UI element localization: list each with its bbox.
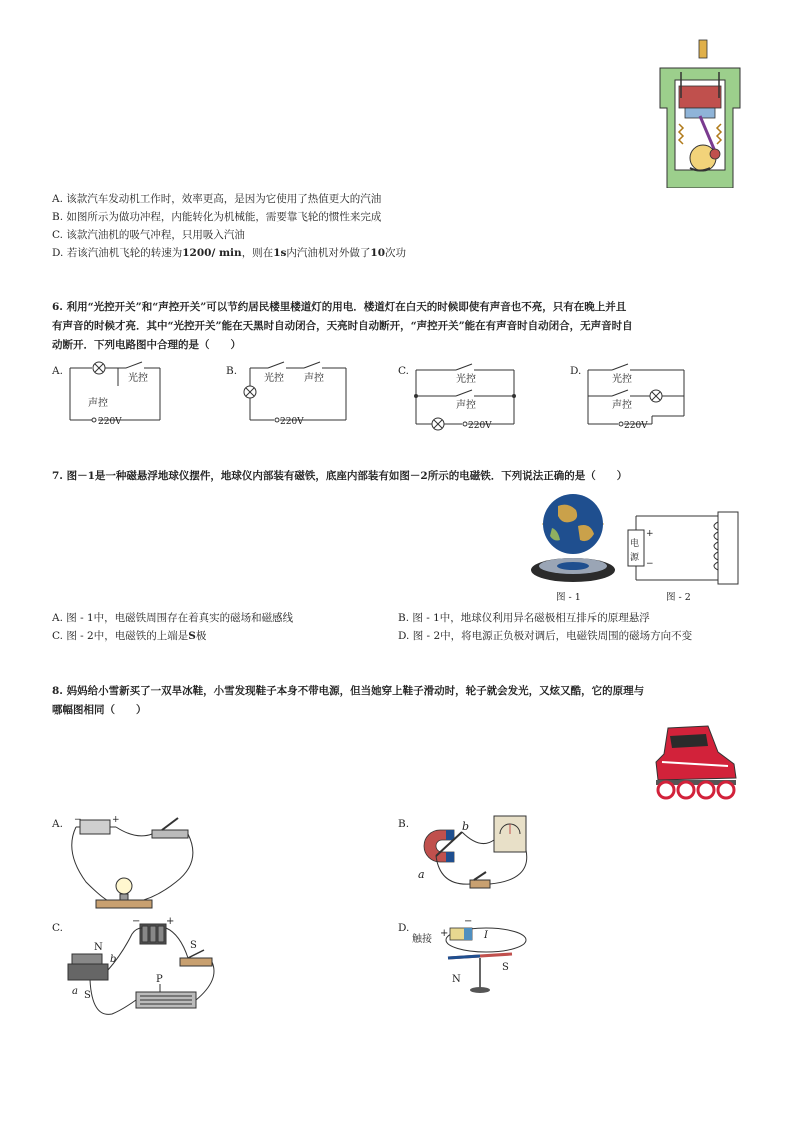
figD-plus: + (440, 928, 449, 939)
q8-figure-a (66, 812, 206, 916)
power-plus: + (646, 529, 654, 539)
q6-label-a: A. (52, 365, 63, 377)
circuit-c (410, 360, 520, 434)
circuit-b-sound-label: 声控 (304, 373, 324, 384)
figC-P: P (156, 974, 163, 985)
q8-label-d: D. (398, 922, 410, 934)
figC-minus: − (132, 916, 141, 927)
circuit-c-light-label: 光控 (456, 374, 476, 385)
q5-option-d: D. 若该汽油机飞轮的转速为1200/ min，则在1s内汽油机对外做了10次功 (52, 247, 407, 259)
circuit-c-voltage: 220V (468, 421, 492, 431)
fig1-caption: 图 - 1 (556, 592, 581, 603)
q8-label-c: C. (52, 922, 63, 934)
power-label-1: 电 (630, 539, 640, 549)
figD-touch: 触接 (412, 934, 432, 945)
q7-pole: S (188, 630, 196, 642)
figC-switch: S (190, 940, 197, 951)
power-minus: − (646, 559, 654, 569)
q8-figure-c (62, 914, 222, 1020)
circuit-d (582, 360, 692, 434)
figD-minus: − (464, 916, 473, 927)
q8-label-b: B. (398, 818, 410, 830)
roller-skate-image (648, 722, 742, 800)
figC-plus: + (166, 916, 175, 927)
q5-option-a: A. 该款汽车发动机工作时，效率更高，是因为它使用了热值更大的汽油 (52, 193, 382, 205)
electromagnet-figure (622, 510, 744, 586)
circuit-d-voltage: 220V (624, 421, 648, 431)
q8-figure-d (408, 912, 538, 1002)
q6-stem: 6. 利用“光控开关”和“声控开关”可以节约居民楼里楼道灯的用电．楼道灯在白天的时候即使有声音也不亮，只有在晚上并且 有声音的时候才亮．其中“光控开关”能在天黑时自动闭合，天亮时自动断开，“声控开关”能在有声音时自动闭合，无声音时自 动断开．下列电路图中合理的是（ ） (52, 301, 633, 351)
circuit-b-voltage: 220V (280, 417, 304, 427)
fig2-caption: 图 - 2 (666, 592, 691, 603)
figB-b: b (462, 820, 470, 833)
circuit-b (238, 358, 358, 430)
engine-diagram (655, 38, 745, 188)
q5-count-value: 10 (370, 247, 386, 259)
q8-figure-b (410, 810, 540, 900)
q7-stem: 7. 图－1是一种磁悬浮地球仪摆件，地球仪内部装有磁铁，底座内部装有如图－2所示的电磁铁．下列说法正确的是（ ） (52, 470, 628, 482)
circuit-c-sound-label: 声控 (456, 400, 476, 411)
q5-speed-value: 1200/ min (182, 247, 242, 259)
figD-S: S (502, 962, 509, 973)
q7-option-c: C. 图 - 2中，电磁铁的上端是S极 (52, 630, 207, 642)
figD-N: N (452, 974, 461, 985)
circuit-a-light-label: 光控 (128, 373, 148, 384)
q5-time-value: 1s (273, 247, 287, 259)
figC-a: a (72, 986, 78, 997)
q7-option-b: B. 图 - 1中，地球仪利用异名磁极相互排斥的原理悬浮 (398, 612, 650, 624)
q5-option-c: C. 该款汽油机的吸气冲程，只用吸入汽油 (52, 229, 245, 241)
figA-plus: + (112, 815, 120, 825)
circuit-d-sound-label: 声控 (612, 400, 632, 411)
q8-stem: 8. 妈妈给小雪新买了一双旱冰鞋，小雪发现鞋子本身不带电源，但当她穿上鞋子滑动时，轮子就会发光，又炫又酷，它的原理与 哪幅图相同（ ） (52, 685, 645, 716)
figC-N: N (94, 942, 103, 953)
q5-option-b: B. 如图所示为做功冲程，内能转化为机械能，需要靠飞轮的惯性来完成 (52, 211, 382, 223)
figB-a: a (418, 868, 425, 881)
q7-option-d: D. 图 - 2中，将电源正负极对调后，电磁铁周围的磁场方向不变 (398, 630, 693, 642)
q6-label-c: C. (398, 365, 409, 377)
circuit-b-light-label: 光控 (264, 373, 284, 384)
circuit-a-voltage: 220V (98, 417, 122, 427)
circuit-a (62, 360, 172, 430)
figA-minus: − (74, 815, 82, 825)
q6-label-d: D. (570, 365, 582, 377)
circuit-a-sound-label: 声控 (88, 398, 108, 409)
q7-option-a: A. 图 - 1中，电磁铁周围存在着真实的磁场和磁感线 (52, 612, 294, 624)
figC-S: S (84, 990, 91, 1001)
q8-label-a: A. (52, 818, 63, 830)
q6-label-b: B. (226, 365, 238, 377)
circuit-d-light-label: 光控 (612, 374, 632, 385)
figD-I: I (484, 930, 488, 941)
power-label-2: 源 (630, 553, 640, 563)
figC-b: b (110, 954, 117, 965)
maglev-globe-figure (528, 492, 620, 588)
